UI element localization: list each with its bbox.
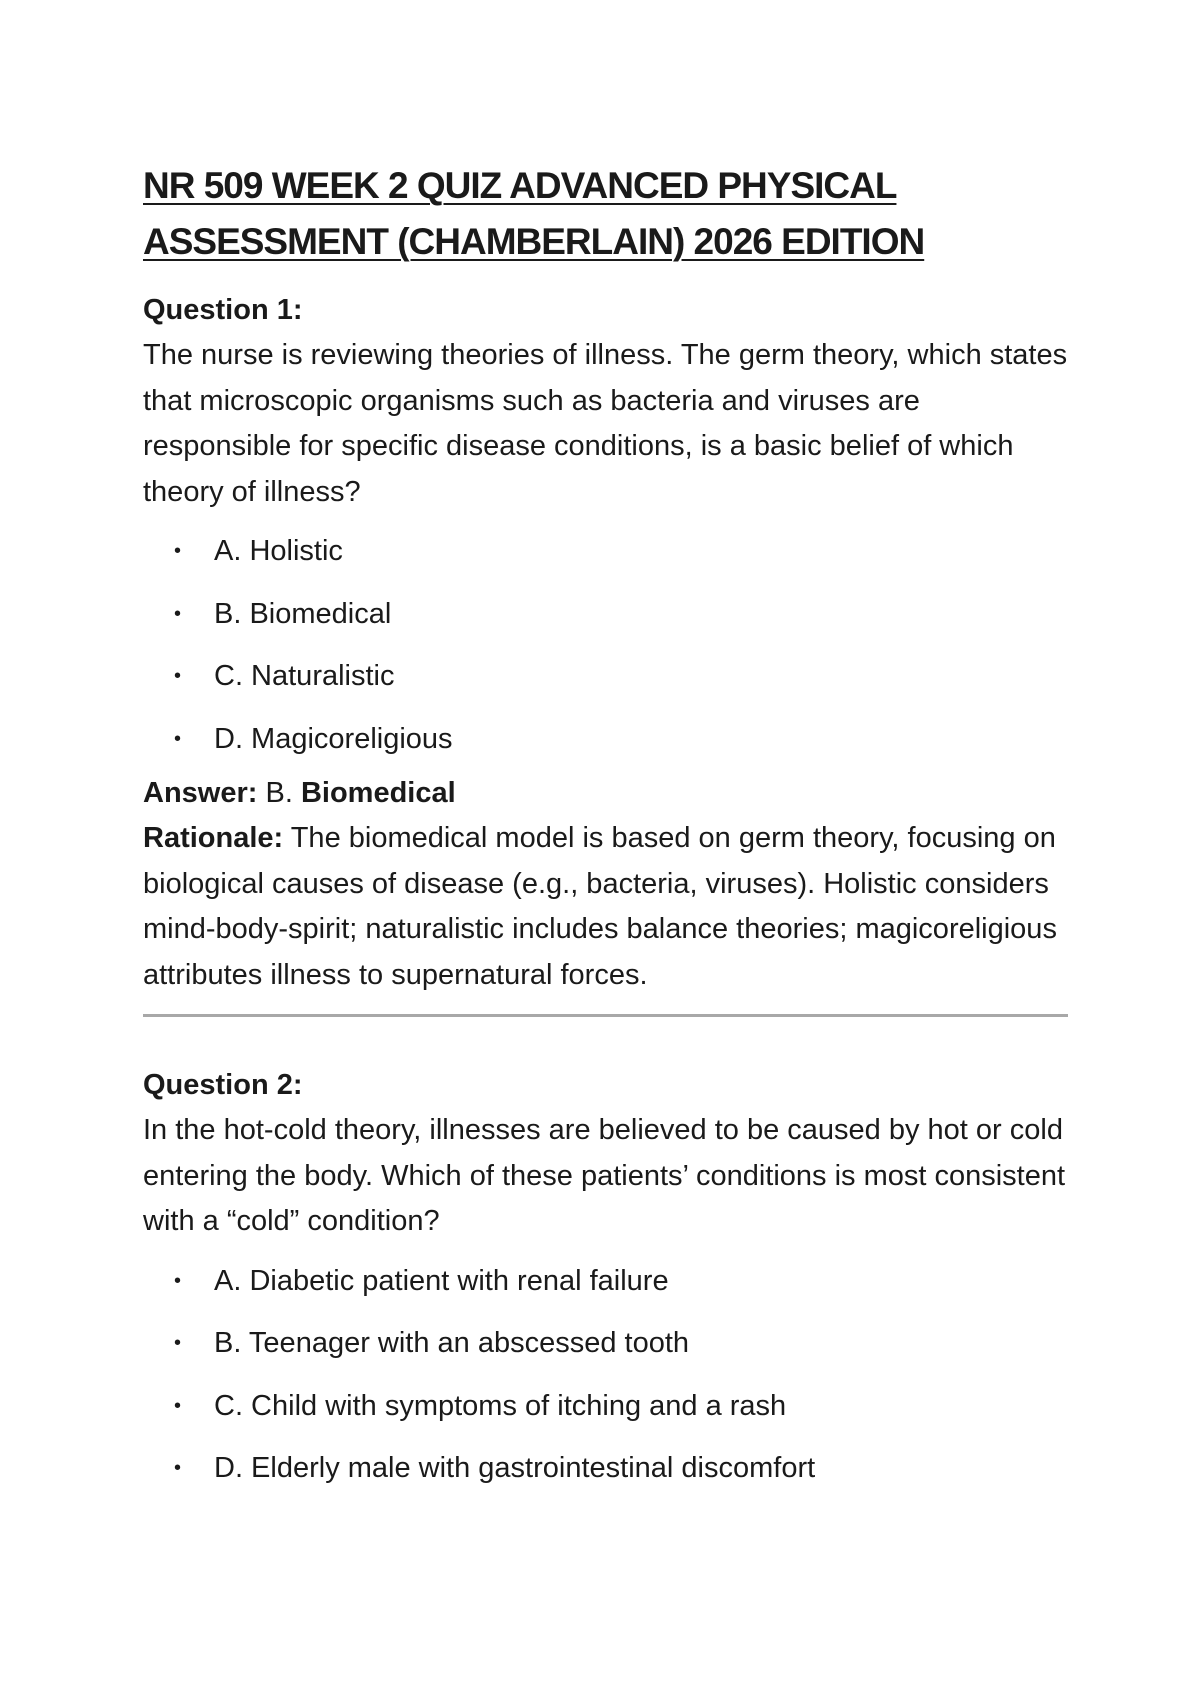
section-divider xyxy=(143,1014,1068,1017)
question-1-option-b: • B. Biomedical xyxy=(143,592,1068,637)
question-2-heading: Question 2: xyxy=(143,1069,303,1101)
question-2 xyxy=(143,1063,1068,1491)
question-1-option-c: • C. Naturalistic xyxy=(143,654,1068,699)
rationale-label: Rationale: xyxy=(143,822,284,854)
answer-letter: B. xyxy=(257,777,301,809)
question-1 xyxy=(143,288,1068,998)
question-2-option-d: • D. Elderly male with gastrointestinal discomfort xyxy=(143,1446,1068,1491)
document-title xyxy=(143,158,1068,270)
document-page xyxy=(143,158,1068,1509)
question-1-option-a: • A. Holistic xyxy=(143,529,1068,574)
question-1-option-d: • D. Magicoreligious xyxy=(143,717,1068,762)
answer-label: Answer: xyxy=(143,777,258,809)
question-1-text: The nurse is reviewing theories of illness. The germ theory, which states that microscopic organisms such as bacteria and viruses are responsible for specific disease conditions, is a basic belief of which theory of illness? xyxy=(143,339,1068,508)
question-2-option-c: • C. Child with symptoms of itching and a rash xyxy=(143,1384,1068,1429)
document-title-line-2: ASSESSMENT (CHAMBERLAIN) 2026 EDITION xyxy=(143,221,925,262)
question-2-option-b: • B. Teenager with an abscessed tooth xyxy=(143,1321,1068,1366)
answer-text: Biomedical xyxy=(300,777,456,809)
document-title-line-1: NR 509 WEEK 2 QUIZ ADVANCED PHYSICAL xyxy=(143,165,897,206)
question-2-option-a: • A. Diabetic patient with renal failure xyxy=(143,1259,1068,1304)
question-2-text: In the hot-cold theory, illnesses are believed to be caused by hot or cold entering the body. Which of these patients’ conditions is most consistent with a “cold” condition? xyxy=(143,1114,1066,1237)
question-1-options xyxy=(143,529,1068,762)
question-2-options xyxy=(143,1259,1068,1492)
rationale-text: The biomedical model is based on germ theory, focusing on biological causes of disease (e.g., bacteria, viruses). Holistic considers mind-body-spirit; naturalistic includes balance theories; magicoreligious attributes illness to supernatural forces. xyxy=(143,822,1057,991)
question-1-rationale xyxy=(143,816,1068,998)
question-1-answer xyxy=(143,771,1068,816)
question-1-heading: Question 1: xyxy=(143,294,303,326)
